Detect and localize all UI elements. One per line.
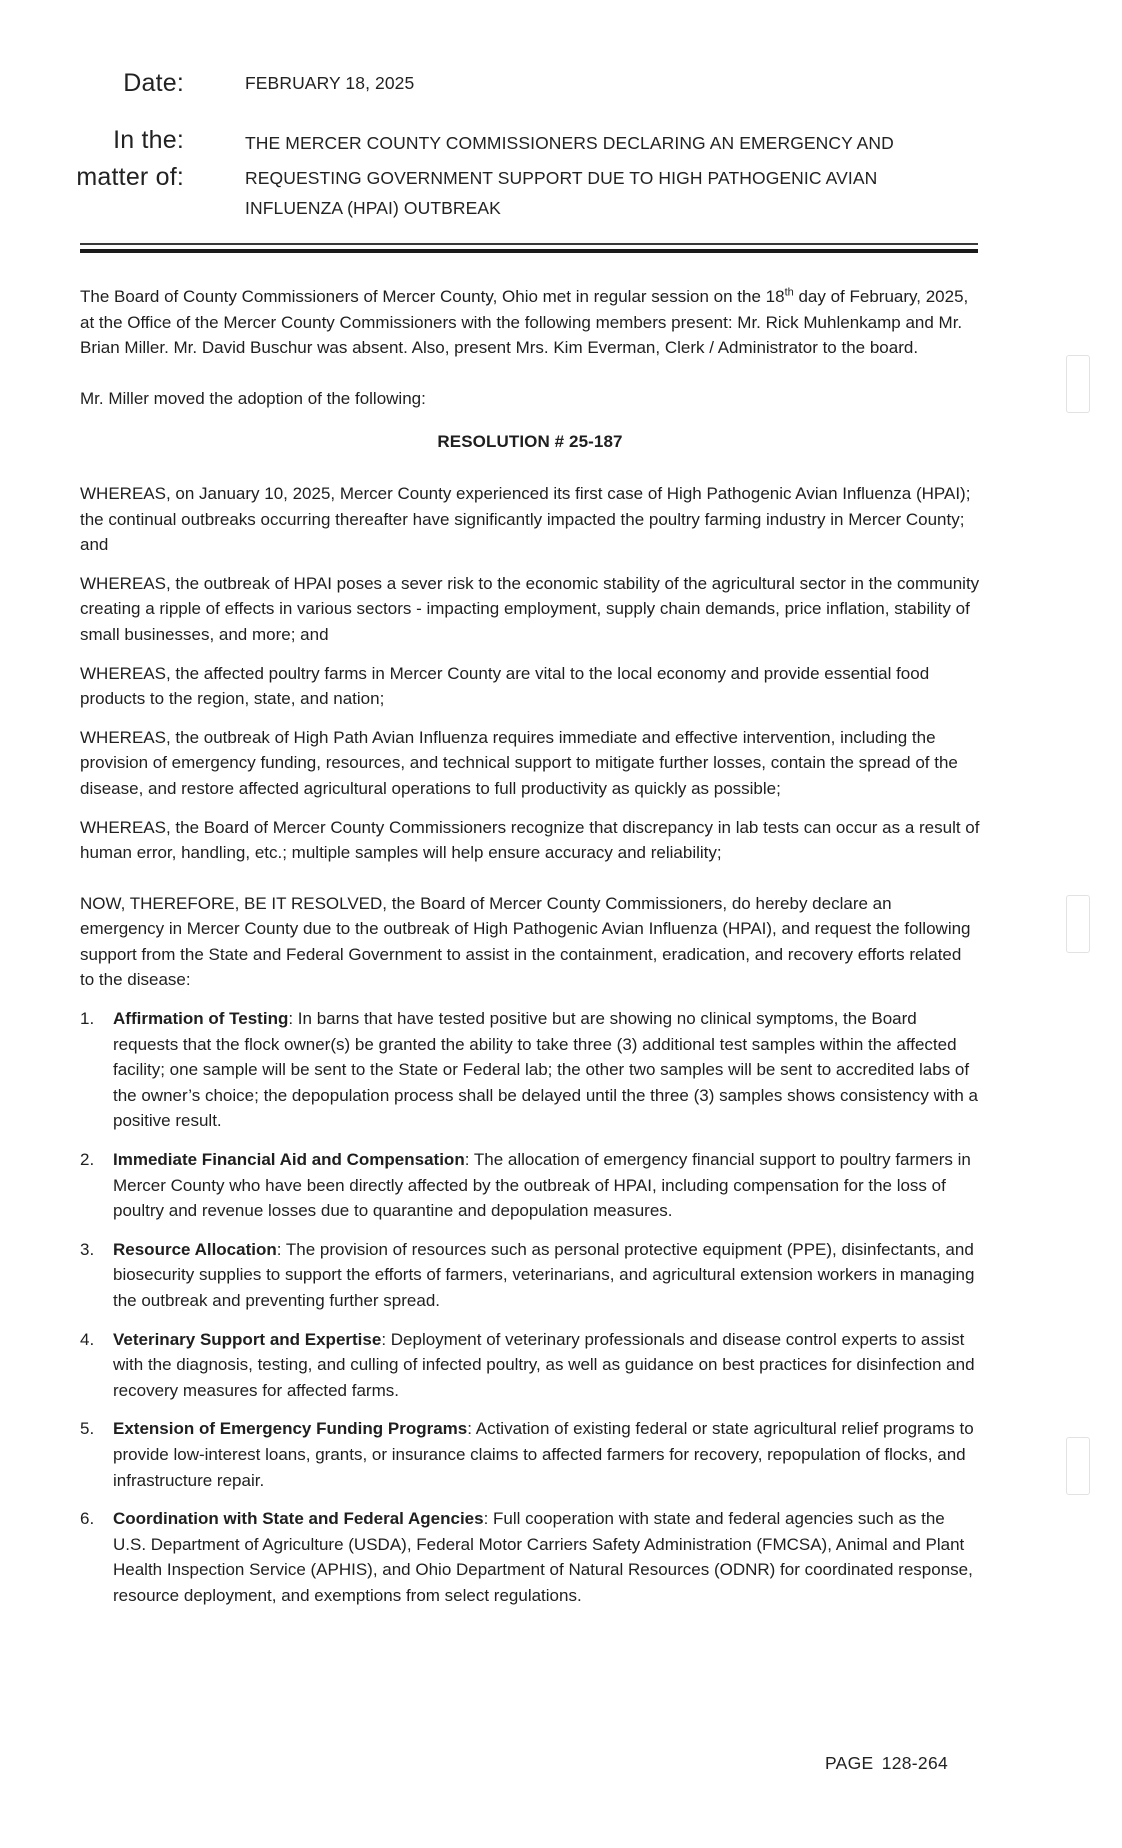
matter-text-line-3: INFLUENZA (HPAI) OUTBREAK xyxy=(245,198,501,218)
intro-text-part-1: The Board of County Commissioners of Mercer County, Ohio met in regular session on the 18 xyxy=(80,287,785,306)
request-title: Veterinary Support and Expertise xyxy=(113,1329,382,1349)
request-item-4 xyxy=(80,1327,980,1404)
request-title: Coordination with State and Federal Agencies xyxy=(113,1509,484,1529)
request-item-3 xyxy=(80,1237,980,1314)
list-number: 1. xyxy=(80,1009,95,1029)
list-number: 5. xyxy=(80,1419,95,1439)
list-number: 2. xyxy=(80,1150,95,1170)
margin-binder-mark xyxy=(1066,355,1090,413)
header-divider-thick xyxy=(80,249,978,253)
request-item-2 xyxy=(80,1147,980,1224)
matter-text-line-2: REQUESTING GOVERNMENT SUPPORT DUE TO HIGH PATHOGENIC AVIAN xyxy=(245,168,878,188)
request-text: : Deployment of veterinary professionals and disease control experts to assist with the diagnosis, testing, and culling of infected poultry, as well as guidance on best practices for disinfection and recovery measures for affected farms. xyxy=(113,1329,975,1400)
request-item-6 xyxy=(80,1506,980,1608)
request-text: : The provision of resources such as personal protective equipment (PPE), disinfectants, and biosecurity supplies to support the efforts of farmers, veterinarians, and agricultural extension workers in managing the outbreak and preventing further spread. xyxy=(113,1239,975,1310)
request-title: Immediate Financial Aid and Compensation xyxy=(113,1150,465,1170)
request-title: Affirmation of Testing xyxy=(113,1009,289,1029)
list-number: 4. xyxy=(80,1329,95,1349)
whereas-paragraph-2: WHEREAS, the outbreak of HPAI poses a sever risk to the economic stability of the agricultural sector in the community creating a ripple of effects in various sectors - impacting employment, supply chain demands, price inflation, stability of small businesses, and more; and xyxy=(80,573,980,644)
document-body xyxy=(80,284,980,1622)
matter-text-line-1: THE MERCER COUNTY COMMISSIONERS DECLARING AN EMERGENCY AND xyxy=(245,133,894,153)
header-divider-thin xyxy=(80,243,978,245)
date-value: FEBRUARY 18, 2025 xyxy=(245,73,415,93)
matter-label-line-1: In the: xyxy=(113,126,184,154)
list-number: 3. xyxy=(80,1239,95,1259)
request-text: : In barns that have tested positive but are showing no clinical symptoms, the Board requests that the flock owner(s) be granted the ability to take three (3) additional test samples within the affected facility; one sample will be sent to the State or Federal lab; the other two samples will be sent to accredited labs of the owner’s choice; the depopulation process shall be delayed until the three (3) samples shows consistency with a positive result. xyxy=(113,1009,978,1131)
list-number: 6. xyxy=(80,1509,95,1529)
whereas-paragraph-4: WHEREAS, the outbreak of High Path Avian Influenza requires immediate and effective intervention, including the provision of emergency funding, resources, and technical support to mitigate further losses, contain the spread of the disease, and restore affected agricultural operations to full productivity as quickly as possible; xyxy=(80,727,958,798)
resolution-title: RESOLUTION # 25-187 xyxy=(437,432,623,452)
request-text: : Full cooperation with state and federal agencies such as the U.S. Department of Agriculture (USDA), Federal Motor Carriers Safety Administration (FMCSA), Animal and Plant Health Inspection Service (APHIS), and Ohio Department of Natural Resources (ODNR) for coordinated response, resource deployment, and exemptions from select regulations. xyxy=(113,1509,973,1605)
margin-binder-mark xyxy=(1066,895,1090,953)
ordinal-suffix: th xyxy=(784,286,794,299)
request-list xyxy=(80,1006,980,1608)
request-title: Resource Allocation xyxy=(113,1239,277,1259)
request-text: : Activation of existing federal or state agricultural relief programs to provide low-interest loans, grants, or insurance claims to affected farmers for recovery, repopulation of flocks, and infrastructure repair. xyxy=(113,1419,974,1490)
matter-label-line-2: matter of: xyxy=(76,163,184,191)
whereas-paragraph-5: WHEREAS, the Board of Mercer County Commissioners recognize that discrepancy in lab tests can occur as a result of human error, handling, etc.; multiple samples will help ensure accuracy and reliability; xyxy=(80,817,980,863)
whereas-paragraph-3: WHEREAS, the affected poultry farms in Mercer County are vital to the local economy and provide essential food products to the region, state, and nation; xyxy=(80,663,930,709)
resolved-paragraph: NOW, THEREFORE, BE IT RESOLVED, the Board of Mercer County Commissioners, do hereby declare an emergency in Mercer County due to the outbreak of High Pathogenic Avian Influenza (HPAI), and request the following support from the State and Federal Government to assist in the containment, eradication, and recovery efforts related to the disease: xyxy=(80,893,971,990)
date-label: Date: xyxy=(123,69,184,97)
session-intro-paragraph xyxy=(80,284,980,361)
request-item-1 xyxy=(80,1006,980,1134)
request-item-5 xyxy=(80,1416,980,1493)
margin-binder-mark xyxy=(1066,1437,1090,1495)
intro-text-part-2: day of February, 2025, at the Office of the Mercer County Commissioners with the following members present: Mr. Rick Muhlenkamp and Mr. Brian Miller. Mr. David Buschur was absent. Also, present Mrs. Kim Everman, Clerk / Administrator to the board. xyxy=(80,287,969,358)
whereas-paragraph-1: WHEREAS, on January 10, 2025, Mercer County experienced its first case of High Pathogenic Avian Influenza (HPAI); the continual outbreaks occurring thereafter have significantly impacted the poultry farming industry in Mercer County; and xyxy=(80,483,971,555)
motion-paragraph: Mr. Miller moved the adoption of the following: xyxy=(80,388,426,408)
page-number: PAGE 128-264 xyxy=(825,1753,949,1773)
request-title: Extension of Emergency Funding Programs xyxy=(113,1419,468,1439)
request-text: : The allocation of emergency financial support to poultry farmers in Mercer County who have been directly affected by the outbreak of HPAI, including compensation for the loss of poultry and revenue losses due to quarantine and depopulation measures. xyxy=(113,1150,971,1221)
